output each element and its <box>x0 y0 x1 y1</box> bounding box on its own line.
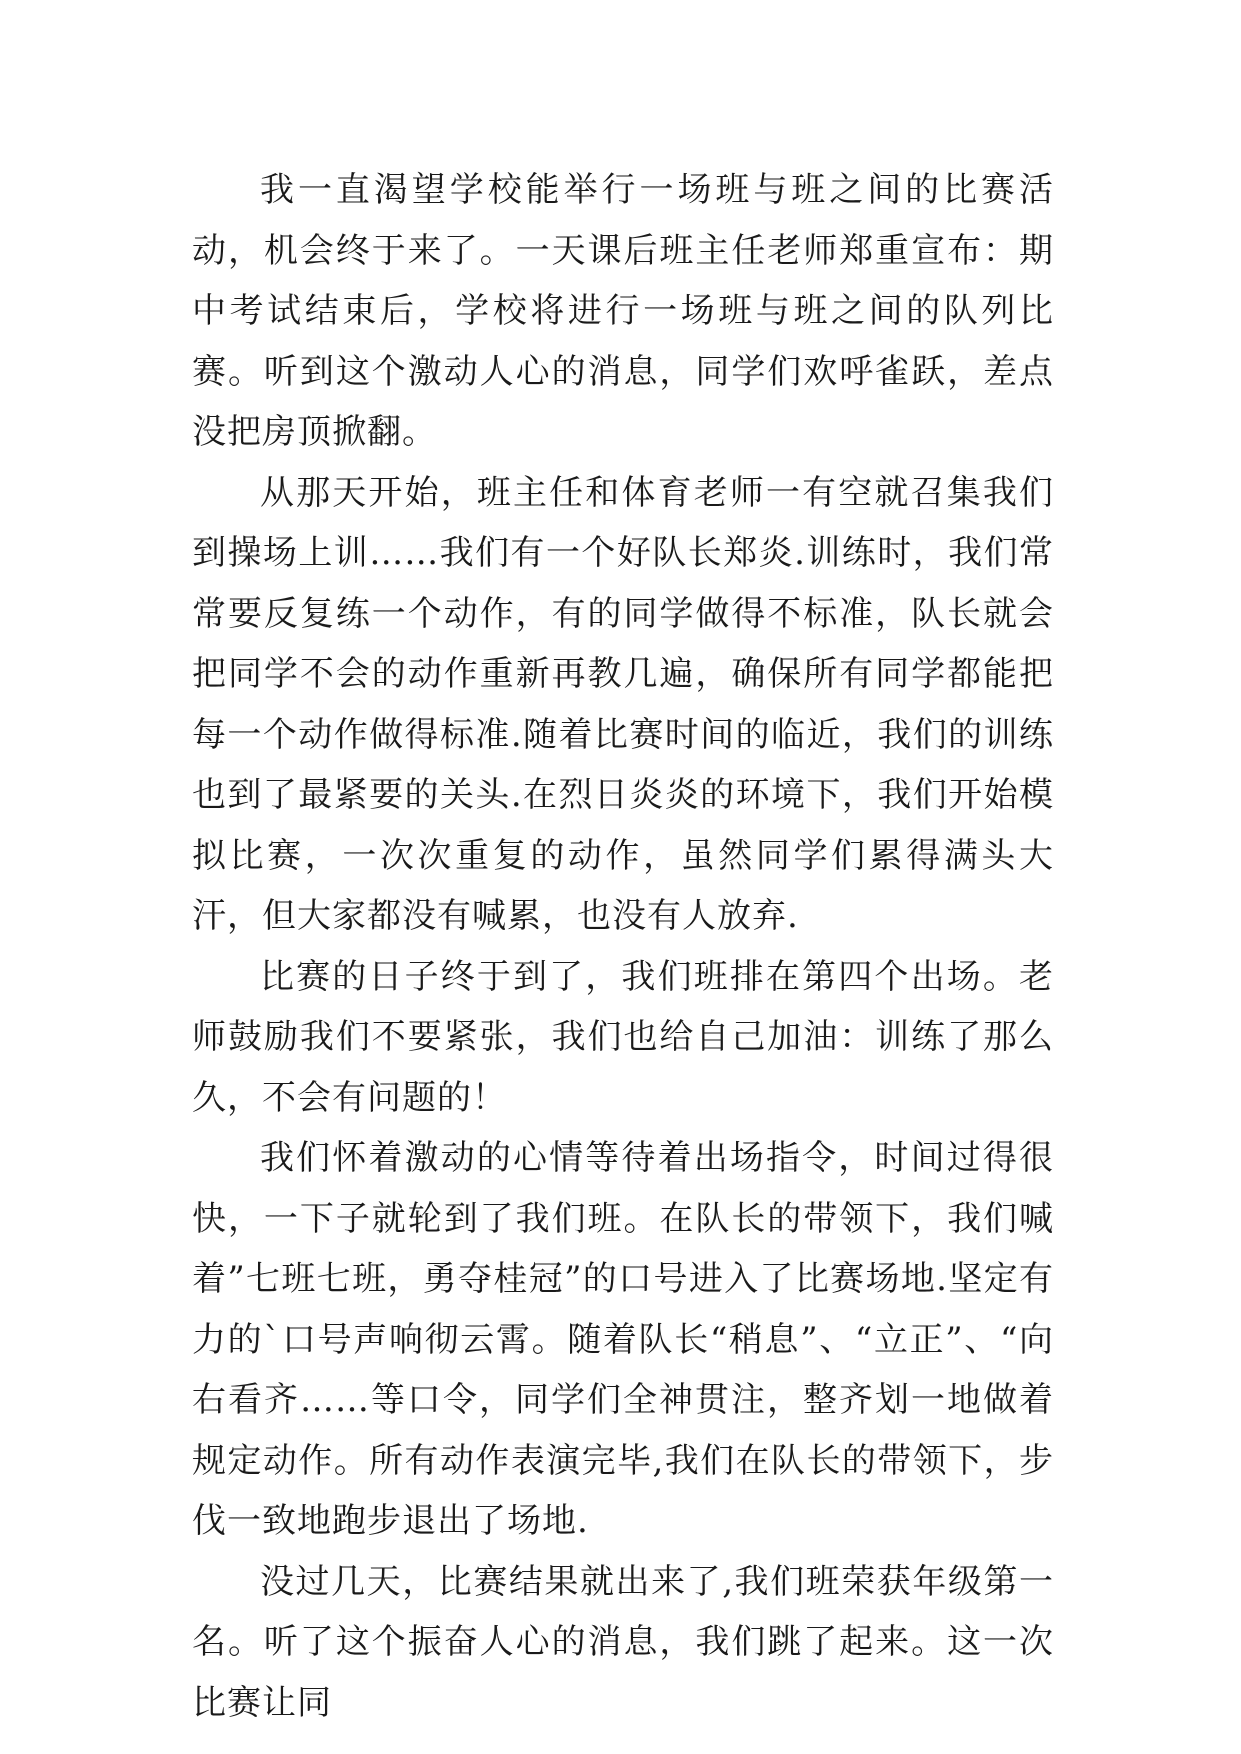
paragraph-5: 没过几天，比赛结果就出来了,我们班荣获年级第一名。听了这个振奋人心的消息，我们跳了起来。这一次比赛让同 <box>192 1561 1054 1723</box>
paragraph-4: 我们怀着激动的心情等待着出场指令，时间过得很快，一下子就轮到了我们班。在队长的带领下，我们喊着”七班七班，勇夺桂冠”的口号进入了比赛场地.坚定有力的`口号声响彻云霄。随着队长“稍息”、“立正”、“向右看齐……等口令，同学们全神贯注，整齐划一地做着规定动作。所有动作表演完毕,我们在队长的带领下，步伐一致地跑步退出了场地. <box>192 1138 1054 1541</box>
paragraph-2: 从那天开始，班主任和体育老师一有空就召集我们到操场上训……我们有一个好队长郑炎.训练时，我们常常要反复练一个动作，有的同学做得不标准，队长就会把同学不会的动作重新再教几遍，确保所有同学都能把每一个动作做得标准.随着比赛时间的临近，我们的训练也到了最紧要的关头.在烈日炎炎的环境下，我们开始模拟比赛，一次次重复的动作，虽然同学们累得满头大汗，但大家都没有喊累，也没有人放弃. <box>192 472 1054 936</box>
paragraph-3: 比赛的日子终于到了，我们班排在第四个出场。老师鼓励我们不要紧张，我们也给自己加油：训练了那么久，不会有问题的！ <box>192 956 1054 1118</box>
essay-body <box>192 160 1054 1733</box>
paragraph-1: 我一直渴望学校能举行一场班与班之间的比赛活动，机会终于来了。一天课后班主任老师郑重宣布：期中考试结束后，学校将进行一场班与班之间的队列比赛。听到这个激动人心的消息，同学们欢呼雀跃，差点没把房顶掀翻。 <box>192 170 1054 452</box>
